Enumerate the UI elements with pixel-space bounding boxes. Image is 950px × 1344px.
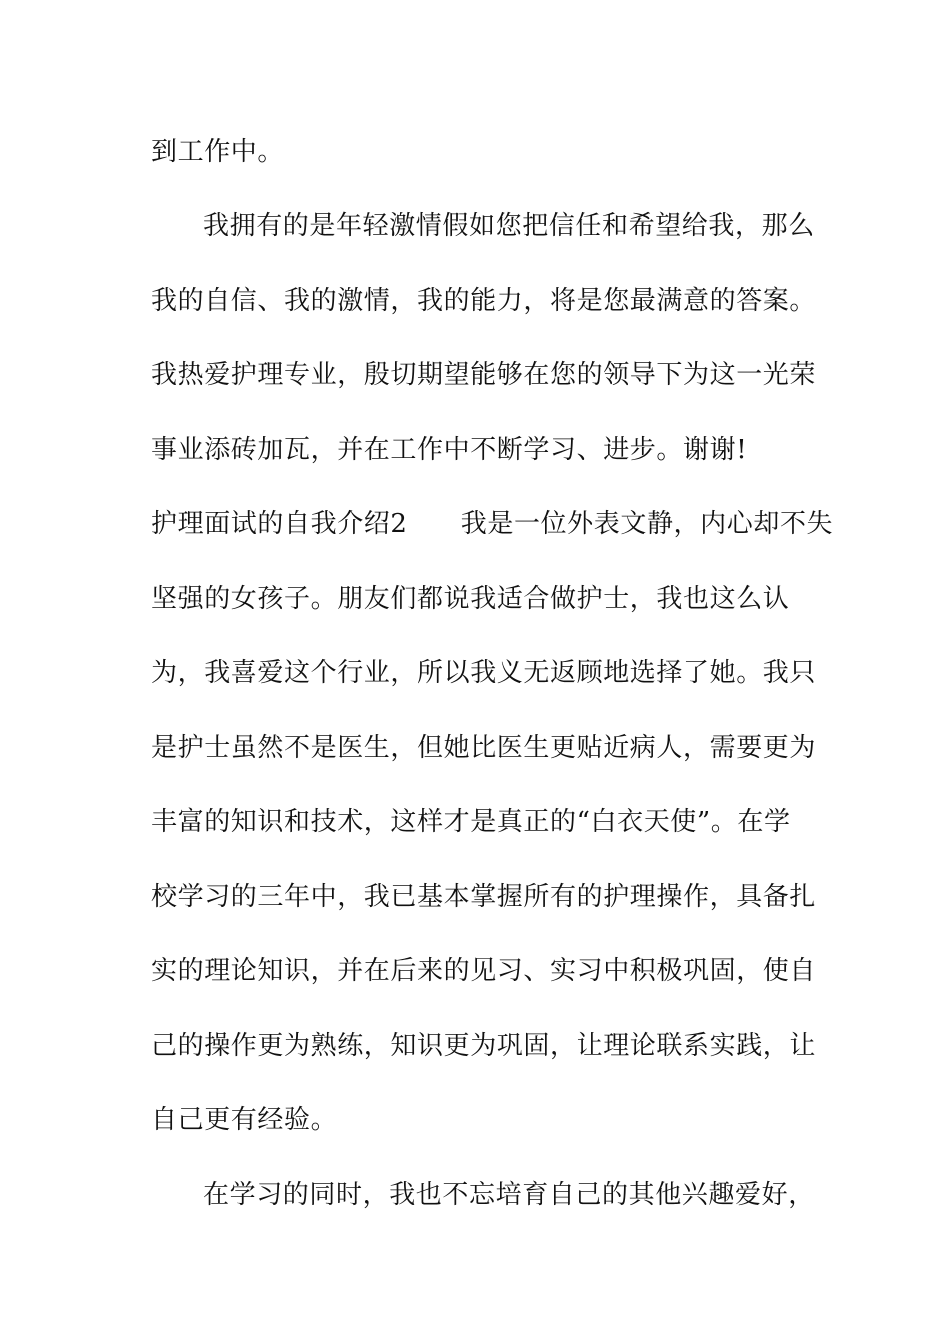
text-line: 事业添砖加瓦，并在工作中不断学习、进步。谢谢! [151, 435, 748, 465]
text-line: 我拥有的是年轻激情假如您把信任和希望给我，那么 [203, 211, 815, 241]
text-line: 我的自信、我的激情，我的能力，将是您最满意的答案。 [151, 286, 817, 316]
text-line: 己的操作更为熟练，知识更为巩固，让理论联系实践，让 [151, 1031, 817, 1061]
text-line: 丰富的知识和技术，这样才是真正的“白衣天使”。在学 [151, 807, 791, 837]
text-line: 自己更有经验。 [151, 1105, 338, 1135]
section-heading-line: 护理面试的自我介绍2 我是一位外表文静，内心却不失 [151, 509, 834, 539]
text-line: 校学习的三年中，我已基本掌握所有的护理操作，具备扎 [151, 882, 817, 912]
text-line: 我热爱护理专业，殷切期望能够在您的领导下为这一光荣 [151, 360, 817, 390]
text-line: 为，我喜爱这个行业，所以我义无返顾地选择了她。我只 [151, 658, 817, 688]
text-line: 坚强的女孩子。朋友们都说我适合做护士，我也这么认 [151, 584, 790, 614]
text-line: 到工作中。 [151, 137, 285, 167]
text-line: 是护士虽然不是医生，但她比医生更贴近病人，需要更为 [151, 733, 817, 763]
text-line: 在学习的同时，我也不忘培育自己的其他兴趣爱好， [203, 1180, 815, 1210]
text-line: 实的理论知识，并在后来的见习、实习中积极巩固，使自 [151, 956, 817, 986]
